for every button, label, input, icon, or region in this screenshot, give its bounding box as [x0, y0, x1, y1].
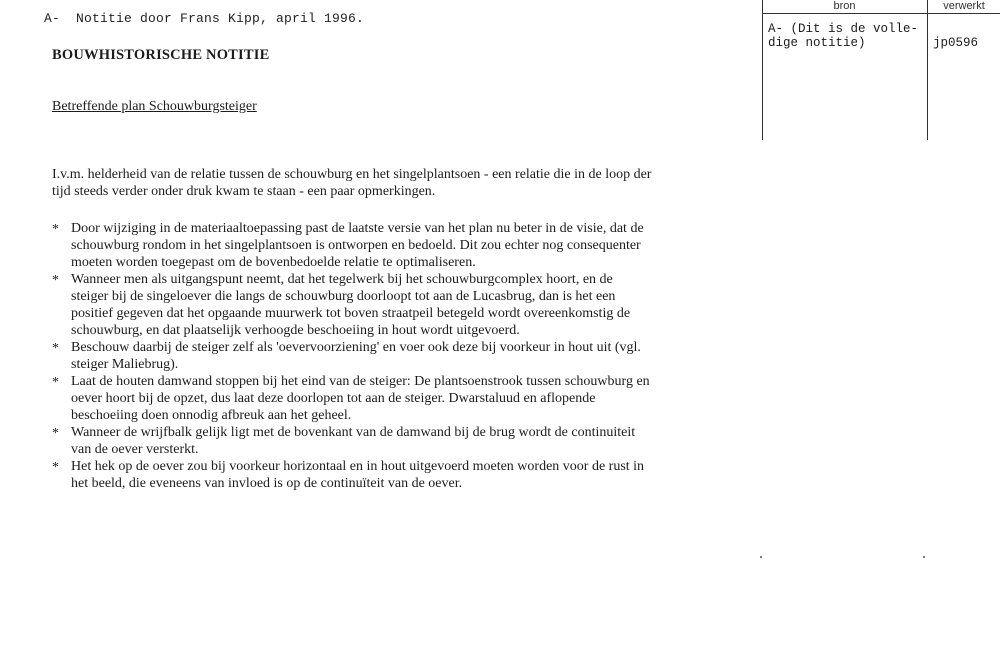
remark-text: Wanneer de wrijfbalk gelijk ligt met de bovenkant van de damwand bij de brug wordt de continuiteit van de oever versterkt. — [71, 425, 636, 457]
scan-speck — [923, 556, 925, 558]
bullet-asterisk: * — [52, 426, 59, 441]
intro-paragraph: I.v.m. helderheid van de relatie tussen de schouwburg en het singelplantsoen - een relatie die in de loop der tijd steeds verder onder druk kwam te staan - een paar opmerkingen. — [52, 167, 652, 199]
remark-text: Beschouw daarbij de steiger zelf als 'oevervoorziening' en voer ook deze bij voorkeur in hout uit (vgl. steiger Maliebrug). — [71, 340, 641, 372]
scan-speck — [760, 556, 762, 558]
column-header-verwerkt: verwerkt — [943, 0, 985, 12]
remark-text: Het hek op de oever zou bij voorkeur horizontaal en in hout uitgevoerd moeten worden voor de rust in het beeld, die eveneens van invloed is op de continuïteit van de oever. — [71, 459, 645, 491]
bullet-asterisk: * — [52, 222, 59, 237]
box-header-rule — [762, 13, 1000, 14]
bullet-asterisk: * — [52, 341, 59, 356]
box-left-border — [762, 0, 763, 140]
verwerkt-value: jp0596 — [933, 36, 979, 50]
remark-text: Wanneer men als uitgangspunt neemt, dat het tegelwerk bij het schouwburgcomplex hoort, en de steiger bij de singeloever die langs de schouwburg doorloopt tot aan de Lucasbrug, dan is het een positief gegeven dat het opgaande muurwerk tot boven straatpeil betegeld wordt overeenkomstig de schouwburg, en dat plaatselijk verhoogde beschoeiing in hout wordt uitgevoerd. — [71, 272, 631, 338]
source-processed-box — [762, 0, 1000, 140]
remark-item — [52, 424, 652, 458]
box-column-divider — [927, 0, 928, 140]
remark-item — [52, 271, 652, 339]
bron-value: A- (Dit is de volle- dige notitie) — [768, 22, 919, 50]
remark-item — [52, 458, 652, 492]
column-header-bron: bron — [833, 0, 856, 12]
header-line: A- Notitie door Frans Kipp, april 1996. — [44, 11, 365, 26]
remark-item — [52, 339, 652, 373]
subject-line: Betreffende plan Schouwburgsteiger — [52, 99, 257, 114]
remark-item — [52, 220, 652, 271]
remarks-list — [52, 220, 652, 492]
remark-text: Door wijziging in de materiaaltoepassing past de laatste versie van het plan nu beter in de visie, dat de schouwburg rondom in het singelplantsoen is ontworpen en bedoeld. Dit zou echter nog consequenter moeten worden toegepast om de bovenbedoelde relatie te optimaliseren. — [71, 221, 644, 270]
document-title: BOUWHISTORISCHE NOTITIE — [52, 47, 270, 63]
bullet-asterisk: * — [52, 460, 59, 475]
remark-text: Laat de houten damwand stoppen bij het eind van de steiger: De plantsoenstrook tussen schouwburg en oever hoort bij de opzet, dus laat deze doorlopen tot aan de steiger. Dwarstaluud en aflopende beschoeiing doen onnodig afbreuk aan het geheel. — [71, 374, 650, 423]
remark-item — [52, 373, 652, 424]
bullet-asterisk: * — [52, 273, 59, 288]
bullet-asterisk: * — [52, 375, 59, 390]
